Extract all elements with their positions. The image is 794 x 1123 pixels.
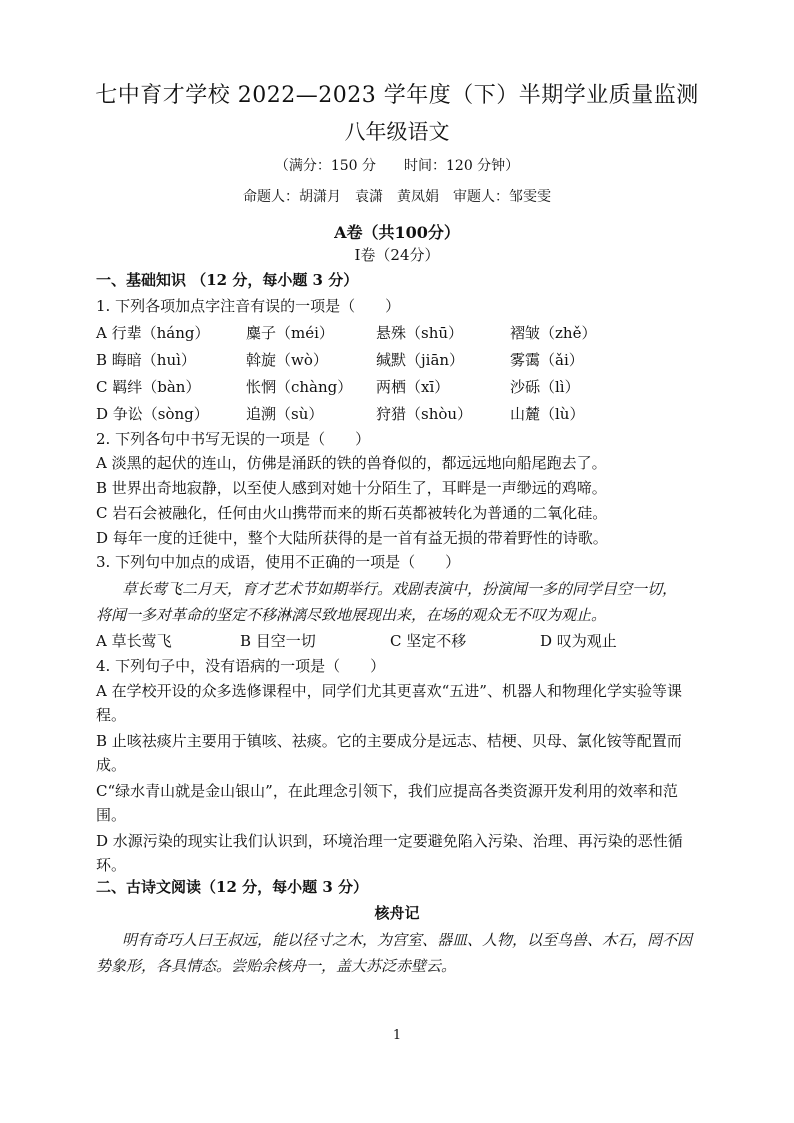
q4-line: 程。	[96, 706, 127, 724]
passage-line: 势象形，各具情态。尝贻余核舟一，盖大苏泛赤壁云。	[96, 957, 457, 975]
q3-option: C 坚定不移	[390, 632, 467, 650]
q2-stem: 2. 下列各句中书写无误的一项是（ ）	[96, 430, 371, 448]
authors: 命题人：胡潇月 袁潇 黄凤娟 审题人：邹雯雯	[243, 189, 551, 205]
q4-line: 成。	[96, 756, 127, 774]
q1-option: 沙砾（lì）	[510, 378, 580, 396]
q1-option: C 羁绊（bàn）	[96, 378, 201, 396]
q1-option: 褶皱（zhě）	[510, 324, 597, 342]
score-time: （满分：150 分 时间：120 分钟）	[274, 158, 520, 174]
exam-title: 七中育才学校 2022—2023 学年度（下）半期学业质量监测	[95, 83, 699, 108]
q4-line: A 在学校开设的众多选修课程中，同学们尤其更喜欢“五进”、机器人和物理化学实验等课	[96, 682, 682, 700]
q1-option: 雾霭（ǎi）	[510, 351, 584, 369]
page-number: 1	[392, 1028, 402, 1043]
q1-option: 两栖（xī）	[376, 378, 450, 396]
q1-option: D 争讼（sòng）	[96, 405, 209, 423]
section1-heading: 一、基础知识 （12 分，每小题 3 分）	[96, 271, 359, 289]
q2-option: B 世界出奇地寂静，以至使人感到对她十分陌生了，耳畔是一声缈远的鸡啼。	[96, 479, 607, 497]
q3-passage-line: 将闻一多对革命的坚定不移淋漓尽致地展现出来，在场的观众无不叹为观止。	[96, 606, 607, 624]
q4-line: B 止咳祛痰片主要用于镇咳、祛痰。它的主要成分是远志、桔梗、贝母、氯化铵等配置而	[96, 732, 682, 750]
q4-line: D 水源污染的现实让我们认识到，环境治理一定要避免陷入污染、治理、再污染的恶性循	[96, 832, 683, 850]
q3-stem: 3. 下列句中加点的成语，使用不正确的一项是（ ）	[96, 553, 461, 571]
q4-line: 环。	[96, 856, 127, 874]
part-one-heading: I卷（24分）	[354, 246, 440, 264]
q1-option: A 行辈（háng）	[96, 324, 210, 342]
q2-option: D 每年一度的迁徙中，整个大陆所获得的是一首有益无损的带着野性的诗歌。	[96, 529, 608, 547]
q3-option: D 叹为观止	[540, 632, 617, 650]
q1-option: 狩猎（shòu）	[376, 405, 473, 423]
text-title: 核舟记	[374, 904, 420, 922]
q1-option: 麋子（méi）	[246, 324, 334, 342]
q1-option: 追溯（sù）	[246, 405, 324, 423]
q1-stem: 1. 下列各项加点字注音有误的一项是（ ）	[96, 297, 401, 315]
q1-option: 斡旋（wò）	[246, 351, 328, 369]
q3-option: A 草长莺飞	[96, 632, 172, 650]
q4-line: 围。	[96, 806, 127, 824]
q1-option: 悬殊（shū）	[376, 324, 464, 342]
paper-a-heading: A卷（共100分）	[334, 223, 460, 242]
q1-option: 缄默（jiān）	[376, 351, 465, 369]
q3-passage-line: 草长莺飞二月天，育才艺术节如期举行。戏剧表演中，扮演闻一多的同学目空一切，	[122, 580, 678, 598]
q2-option: C 岩石会被融化，任何由火山携带而来的斯石英都被转化为普通的二氧化硅。	[96, 504, 608, 522]
q1-option: 怅惘（chàng）	[246, 378, 353, 396]
q2-option: A 淡黑的起伏的连山，仿佛是涌跃的铁的兽脊似的，都远远地向船尾跑去了。	[96, 454, 607, 472]
q1-option: B 晦暗（huì）	[96, 351, 196, 369]
section2-heading: 二、古诗文阅读（12 分，每小题 3 分）	[96, 878, 368, 896]
passage-line: 明有奇巧人曰王叔远，能以径寸之木，为宫室、器皿、人物，以至鸟兽、木石，罔不因	[122, 931, 693, 949]
exam-subject: 八年级语文	[344, 120, 450, 144]
q1-option: 山麓（lù）	[510, 405, 585, 423]
q3-option: B 目空一切	[240, 632, 316, 650]
q4-stem: 4. 下列句子中，没有语病的一项是（ ）	[96, 657, 386, 675]
q4-line: C“绿水青山就是金山银山”，在此理念引领下，我们应提高各类资源开发利用的效率和范	[96, 782, 678, 800]
